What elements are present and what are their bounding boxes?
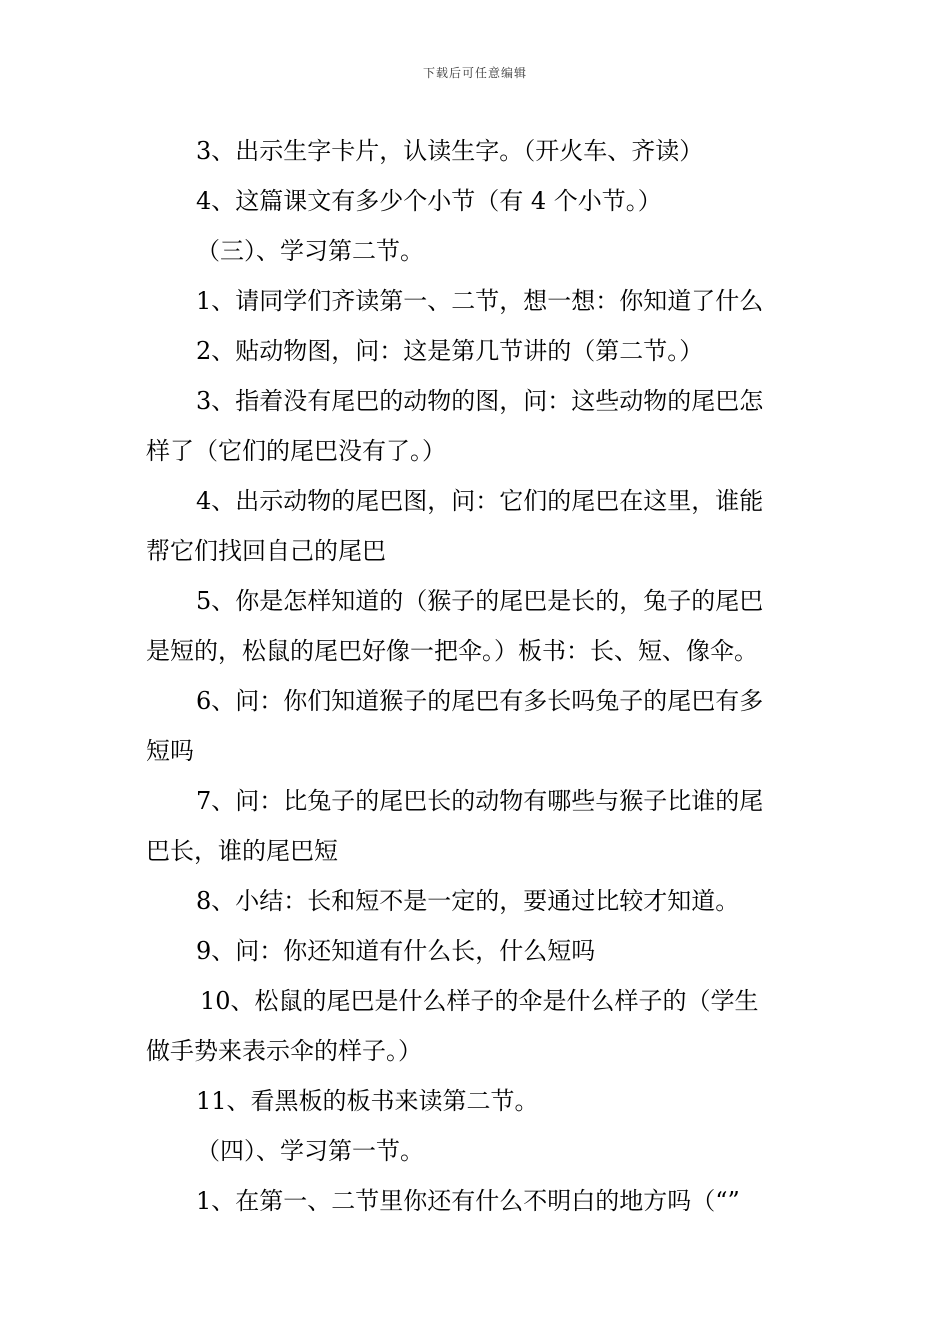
paragraph-line: （三）、学习第二节。 <box>196 237 424 265</box>
page-header: 下载后可任意编辑 <box>422 66 527 80</box>
paragraph-line: 做手势来表示伞的样子。） <box>146 1037 422 1065</box>
paragraph-line: 10、松鼠的尾巴是什么样子的伞是什么样子的（学生 <box>200 987 759 1015</box>
paragraph-line: 样了（它们的尾巴没有了。） <box>146 437 446 465</box>
paragraph-line: 4、这篇课文有多少个小节（有 4 个小节。） <box>196 187 662 215</box>
paragraph-line: 2、贴动物图，问：这是第几节讲的（第二节。） <box>196 337 704 365</box>
paragraph-line: 7、问：比兔子的尾巴长的动物有哪些与猴子比谁的尾 <box>196 787 764 815</box>
paragraph-line: 3、指着没有尾巴的动物的图，问：这些动物的尾巴怎 <box>196 387 764 415</box>
document-body <box>146 126 810 1226</box>
paragraph-line: 1、在第一、二节里你还有什么不明白的地方吗（“” <box>196 1187 740 1215</box>
paragraph-line: 4、出示动物的尾巴图，问：它们的尾巴在这里，谁能 <box>196 487 764 515</box>
paragraph-line: 3、出示生字卡片，认读生字。（开火车、齐读） <box>196 137 704 165</box>
paragraph-line: 巴长，谁的尾巴短 <box>146 837 338 865</box>
paragraph-line: 是短的，松鼠的尾巴好像一把伞。）板书：长、短、像伞。 <box>146 637 758 665</box>
paragraph-line: 帮它们找回自己的尾巴 <box>146 537 386 565</box>
paragraph-line: 8、小结：长和短不是一定的，要通过比较才知道。 <box>196 887 740 915</box>
paragraph-line: 11、看黑板的板书来读第二节。 <box>196 1087 539 1115</box>
paragraph-line: 9、问：你还知道有什么长，什么短吗 <box>196 937 596 965</box>
paragraph-line: 6、问：你们知道猴子的尾巴有多长吗兔子的尾巴有多 <box>196 687 764 715</box>
paragraph-line: 短吗 <box>146 737 194 765</box>
paragraph-line: 5、你是怎样知道的（猴子的尾巴是长的，兔子的尾巴 <box>196 587 764 615</box>
paragraph-line: （四）、学习第一节。 <box>196 1137 424 1165</box>
paragraph-line: 1、请同学们齐读第一、二节，想一想：你知道了什么 <box>196 287 764 315</box>
